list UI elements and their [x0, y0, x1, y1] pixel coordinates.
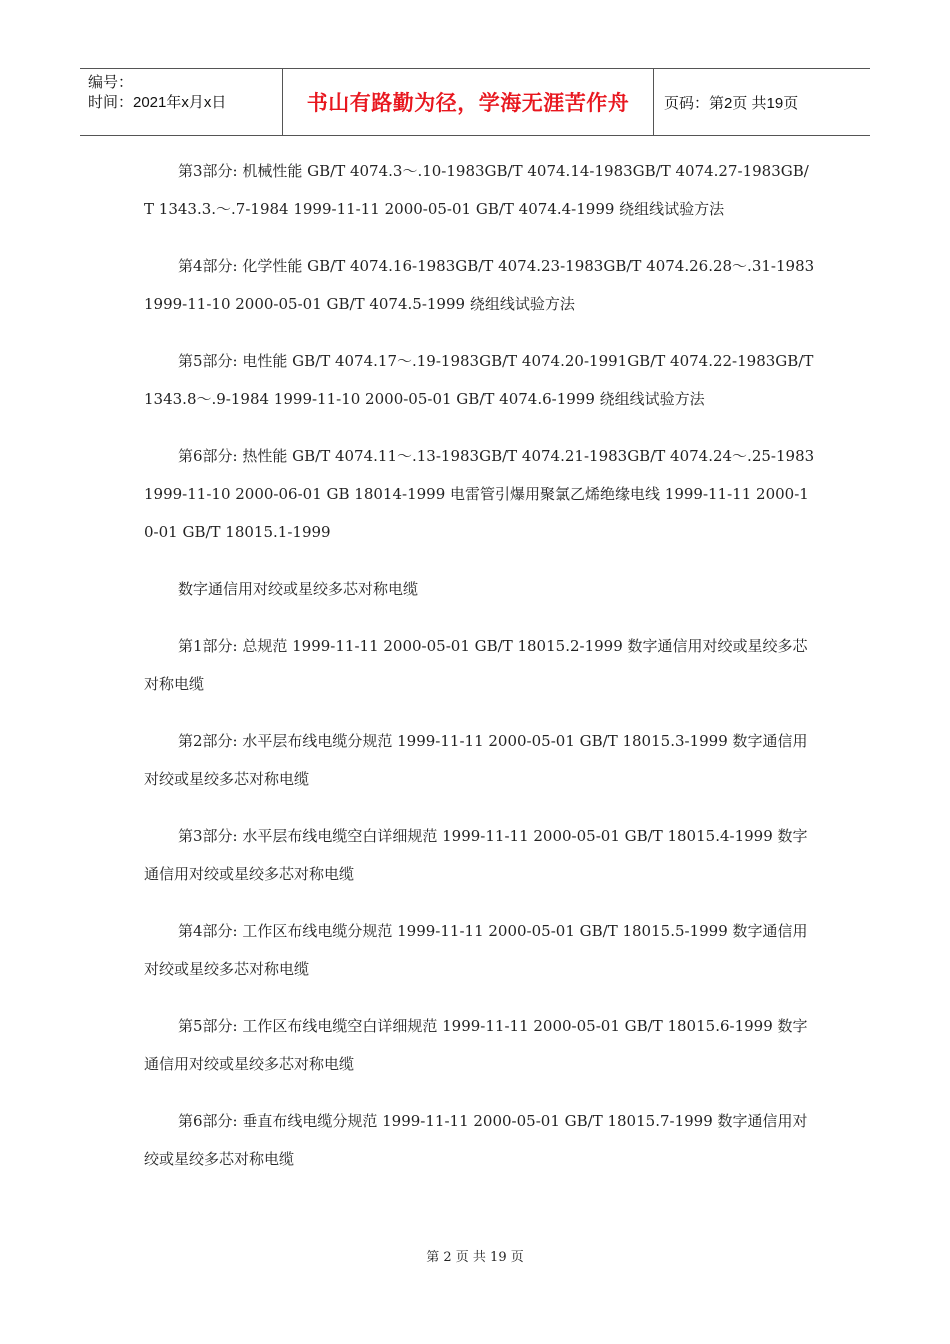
paragraph: 第3部分: 机械性能 GB/T 4074.3～.10-1983GB/T 4074.14-1983GB/T 4074.27-1983GB/T 1343.3.～.7-1984 1999-11-11 2000-05-01 GB/T 4074.4-1999 绕组线试验方法	[144, 162, 809, 218]
paragraph: 第5部分: 电性能 GB/T 4074.17～.19-1983GB/T 4074.20-1991GB/T 4074.22-1983GB/T 1343.8～.9-1984 1999-11-10 2000-05-01 GB/T 4074.6-1999 绕组线试验方法	[144, 352, 814, 408]
paragraph: 第2部分: 水平层布线电缆分规范 1999-11-11 2000-05-01 GB/T 18015.3-1999 数字通信用对绞或星绞多芯对称电缆	[144, 732, 808, 788]
time-label: 时间：2021年x月x日	[88, 94, 227, 111]
header-page-info	[654, 69, 870, 135]
page-footer	[0, 1246, 950, 1265]
page-header	[80, 68, 870, 136]
paragraph: 数字通信用对绞或星绞多芯对称电缆	[178, 580, 419, 598]
page-info-text: 页码：第2页 共19页	[664, 94, 799, 112]
paragraph: 第5部分: 工作区布线电缆空白详细规范 1999-11-11 2000-05-01 GB/T 18015.6-1999 数字通信用对绞或星绞多芯对称电缆	[144, 1017, 808, 1073]
paragraph: 第4部分: 化学性能 GB/T 4074.16-1983GB/T 4074.23-1983GB/T 4074.26.28～.31-1983 1999-11-10 2000-05-01 GB/T 4074.5-1999 绕组线试验方法	[144, 257, 815, 313]
paragraph: 第6部分: 垂直布线电缆分规范 1999-11-11 2000-05-01 GB/T 18015.7-1999 数字通信用对绞或星绞多芯对称电缆	[144, 1112, 808, 1168]
paragraph: 第3部分: 水平层布线电缆空白详细规范 1999-11-11 2000-05-01 GB/T 18015.4-1999 数字通信用对绞或星绞多芯对称电缆	[144, 827, 808, 883]
motto-text: 书山有路勤为径，学海无涯苦作舟	[306, 91, 630, 115]
header-motto-cell	[282, 69, 654, 135]
header-meta	[80, 69, 282, 135]
number-label: 编号：	[88, 74, 134, 91]
paragraph: 第4部分: 工作区布线电缆分规范 1999-11-11 2000-05-01 GB/T 18015.5-1999 数字通信用对绞或星绞多芯对称电缆	[144, 922, 808, 978]
document-body	[144, 152, 816, 1197]
footer-page-number: 第 2 页 共 19 页	[426, 1250, 524, 1265]
paragraph: 第1部分: 总规范 1999-11-11 2000-05-01 GB/T 18015.2-1999 数字通信用对绞或星绞多芯对称电缆	[144, 637, 808, 693]
paragraph: 第6部分: 热性能 GB/T 4074.11～.13-1983GB/T 4074.21-1983GB/T 4074.24～.25-1983 1999-11-10 2000-06-01 GB 18014-1999 电雷管引爆用聚氯乙烯绝缘电线 1999-11-11 2000-10-01 GB/T 18015.1-1999	[144, 447, 815, 541]
